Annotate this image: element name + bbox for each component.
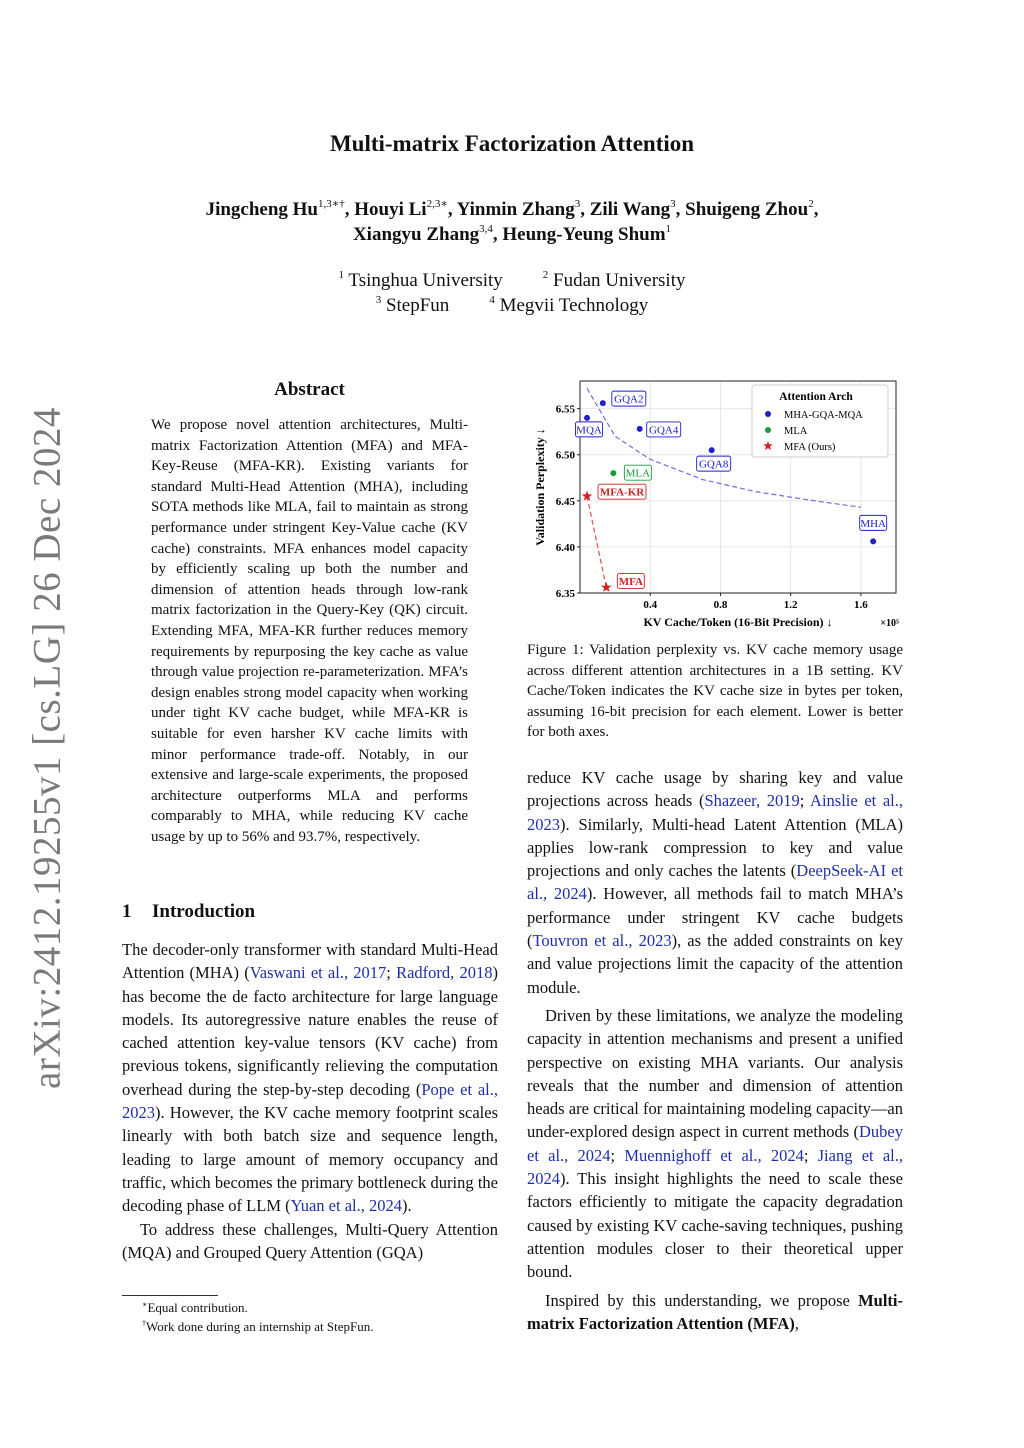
citation-link[interactable]: Shazeer, 2019 (704, 791, 800, 811)
citation-link[interactable]: DeepSeek-AI et al., 2024 (527, 861, 903, 904)
body-text: ). However, all methods fail to match MHA’s performance under stringent KV cache budgets ( (527, 884, 903, 951)
citation-link[interactable]: Yuan et al., 2024 (290, 1196, 402, 1216)
mfa-link-line (587, 496, 606, 587)
author-name[interactable]: Houyi Li (354, 199, 427, 220)
author-list: Jingcheng $Hu^{1,3∗\dagger}$, Houyi $Li^{2,3∗}$, Yinmin Zhang$^3$, Zili Wang$^3$, Shuigeng Zhou$^2$, Xiangyu Zhang$^{3,4}$, Heung-Yeung Shum$^1$ (205, 198, 819, 245)
data-label: GQA4 (649, 424, 679, 437)
data-label: GQA8 (698, 458, 729, 471)
data-label: MFA (618, 575, 643, 588)
body-paragraph (527, 1289, 903, 1336)
x-tick-label: 1.2 (783, 599, 798, 611)
arxiv-stamp: arXiv:2412.19255v1 [cs.LG] 26 Dec 2024 (25, 407, 69, 1089)
author-name[interactable]: Zili Wang (589, 199, 671, 220)
data-label: MHA (860, 517, 887, 530)
data-point (610, 470, 616, 476)
body-paragraph (527, 1004, 903, 1284)
right-column-body (527, 766, 903, 1340)
data-point (709, 447, 715, 453)
intro-paragraph (122, 938, 498, 1218)
affil-number: 3 (375, 294, 382, 306)
body-text: ) has become the de facto architecture for large language models. Its autoregressive nature enables the reuse of cached attention key-value tensors (KV cache) from previous tokens, significantly relieving the computation overhead during the step-by-step decoding ( (122, 963, 498, 1099)
citation-link[interactable]: Vaswani et al., 2017 (249, 963, 387, 983)
y-tick-label: 6.45 (555, 495, 575, 508)
section-title: Introduction (152, 901, 256, 922)
x-tick-label: 0.8 (713, 599, 728, 611)
body-paragraph (527, 766, 903, 999)
affil-number: 1 (338, 269, 344, 281)
figure-caption: Figure 1: Validation perplexity vs. KV cache memory usage across different attention architectures in a 1B setting. KV Cache/Token indicates the KV cache size in bytes per token, assuming 16-bit precision for each element. Lower is better for both axes. (527, 642, 903, 741)
author-name[interactable]: Xiangyu Zhang (352, 224, 480, 245)
scatter-chart-svg (530, 377, 910, 635)
affil-name: Tsinghua University (348, 270, 503, 291)
footnote-text: Work done during an internship at StepFun. (146, 1319, 374, 1334)
data-point (870, 538, 876, 544)
footnote (142, 1317, 374, 1336)
citation-link[interactable]: Pope et al., 2023 (122, 1079, 498, 1123)
body-text: reduce KV cache usage by sharing key and value projections across heads ( (527, 768, 903, 811)
data-point (584, 415, 590, 421)
footnote (142, 1298, 374, 1317)
body-text: ; (386, 963, 397, 983)
body-text: Driven by these limitations, we analyze the modeling capacity in attention mechanisms and present a unified perspective on existing MHA variants. Our analysis reveals that the number and dimension of attention heads are critical for maintaining modeling capacity—an under-explored design aspect in current methods ( (527, 1005, 903, 1142)
citation-link[interactable]: Radford, 2018 (396, 963, 493, 983)
body-text: ), as the added constraints on key and value projections limit the capacity of the attention module. (527, 931, 903, 997)
abstract-text: We propose novel attention architectures, Multi-matrix Factorization Attention (MFA) and MFA-Key-Reuse (MFA-KR). Existing variants for standard Multi-Head Attention (MHA), including SOTA methods like MLA, fail to maintain as strong performance under stringent Key-Value cache (KV cache) constraints. MFA enhances model capacity by efficiently scaling up both the number and dimension of attention heads through low-rank matrix factorization in the Query-Key (QK) circuit. Extending MFA, MFA-KR further reduces memory requirements by repurposing the key cache as value through value projection re-parameterization. MFA’s design enables strong model capacity when working under tight KV cache budget, while MFA-KR is suitable for even harsher KV cache limits with minor performance trade-off. Notably, in our extensive and large-scale experiments, the proposed architecture outperforms MLA and performs comparably to MHA, while reducing KV cache usage by up to 56% and 93.7%, respectively. (151, 417, 468, 845)
body-text: Inspired by this understanding, we propose (545, 1290, 859, 1310)
legend-marker (765, 427, 771, 433)
affil-number: 4 (489, 294, 495, 306)
citation-link[interactable]: Touvron et al., 2023 (532, 931, 672, 951)
paper-title: Multi-matrix Factorization Attention (329, 131, 695, 156)
footnote-mark: † (142, 1319, 146, 1328)
data-label: MQA (576, 424, 602, 437)
affiliations (0, 268, 1024, 318)
affil-name: Megvii Technology (499, 295, 649, 316)
legend-marker (765, 411, 771, 417)
author-name[interactable]: Jingcheng Hu (205, 199, 319, 220)
intro-body (122, 938, 498, 1264)
author-name[interactable]: Shuigeng Zhou (685, 199, 809, 220)
y-axis-title: Validation Perplexity ↓ (533, 428, 547, 546)
x-tick-label: 0.4 (643, 599, 658, 611)
section-number: 1 (122, 901, 132, 922)
body-text: ). However, the KV cache memory footprint scales linearly with both batch size and sequence length, leading to large amount of memory occupancy and traffic, which becomes the primary bottleneck during the decoding phase of LLM ( (122, 1103, 498, 1216)
x-axis-title: KV Cache/Token (16-Bit Precision) ↓ (643, 615, 833, 629)
body-text: ). This insight highlights the need to scale these factors efficiently to mitigate the capacity degradation caused by existing KV cache-saving techniques, pushing attention modules closer to their theoretical upper bound. (527, 1169, 903, 1282)
legend-title: Attention Arch (779, 391, 853, 403)
affil-name: StepFun (385, 295, 450, 316)
footnotes (142, 1298, 374, 1336)
footnote-mark: ∗ (142, 1300, 148, 1309)
y-tick-label: 6.55 (555, 403, 575, 416)
footnote-rule (122, 1295, 218, 1296)
intro-paragraph: To address these challenges, Multi-Query Attention (MQA) and Grouped Query Attention (GQA) (122, 1219, 498, 1262)
author-affil-mark: 1,3∗† (318, 198, 345, 210)
data-label: GQA2 (614, 393, 644, 406)
body-text: ; (799, 791, 811, 811)
footnote-text: Equal contribution. (147, 1300, 248, 1315)
abstract-heading: Abstract (274, 379, 345, 400)
body-text: ; (610, 1145, 625, 1165)
figure-1-chart (530, 377, 910, 635)
citation-link[interactable]: Dubey et al., 2024 (527, 1122, 903, 1165)
legend-entry: MFA (Ours) (784, 442, 836, 453)
data-point (600, 400, 606, 406)
author-affil-mark: 3,4 (479, 223, 493, 235)
body-text: The decoder-only transformer with standard Multi-Head Attention (MHA) ( (122, 940, 498, 983)
citation-link[interactable]: Muennighoff et al., 2024 (624, 1145, 804, 1165)
author-name[interactable]: Heung-Yeung Shum (502, 224, 666, 245)
section-heading-introduction (122, 901, 255, 923)
affil-number: 2 (542, 269, 549, 281)
y-tick-label: 6.40 (555, 541, 575, 554)
data-point (637, 426, 643, 432)
body-text: ). Similarly, Multi-head Latent Attention (MLA) applies low-rank compression to key and value projections and only caches the latents ( (527, 814, 903, 881)
author-affil-mark: 2 (808, 198, 814, 210)
body-text: ; (803, 1145, 818, 1165)
author-affil-mark: 3 (574, 198, 581, 210)
affil-name: Fudan University (553, 270, 686, 291)
legend-entry: MHA-GQA-MQA (784, 410, 863, 421)
author-affil-mark: 1 (665, 223, 672, 235)
citation-link[interactable]: Ainslie et al., 2023 (527, 791, 903, 834)
data-point-star (582, 491, 592, 501)
y-tick-label: 6.50 (555, 449, 575, 462)
x-multiplier-label: ×10⁵ (880, 618, 899, 629)
body-text: , (794, 1313, 799, 1333)
author-name[interactable]: Yinmin Zhang (456, 199, 575, 220)
x-tick-label: 1.6 (854, 599, 868, 611)
author-affil-mark: 3 (670, 198, 676, 210)
data-label: MFA-KR (599, 486, 645, 499)
data-label: MLA (625, 467, 651, 480)
y-tick-label: 6.35 (555, 588, 575, 600)
legend-entry: MLA (784, 426, 808, 437)
citation-link[interactable]: Jiang et al., 2024 (527, 1145, 903, 1189)
data-point-star (601, 582, 611, 592)
author-affil-mark: 2,3∗ (426, 198, 448, 210)
method-name-bold: Multi-matrix Factorization Attention (MFA) (527, 1290, 903, 1333)
body-text: ). (401, 1196, 412, 1216)
